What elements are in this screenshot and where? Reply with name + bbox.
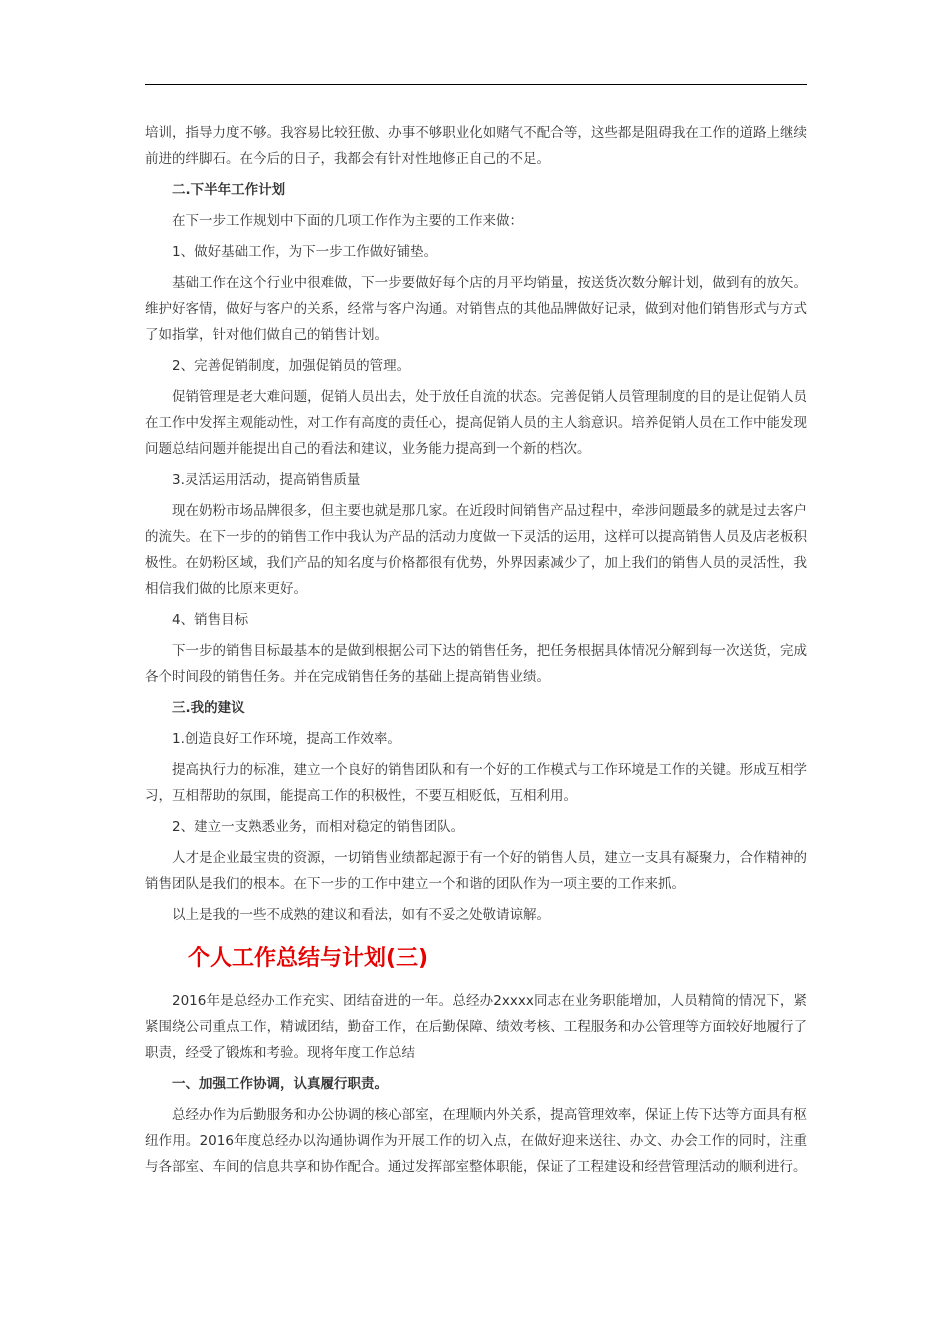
plan-item-2-body: 促销管理是老大难问题，促销人员出去，处于放任自流的状态。完善促销人员管理制度的目的是让促销人员在工作中发挥主观能动性，对工作有高度的责任心，提高促销人员的主人翁意识。培养促销人员在工作中能发现问题总结问题并能提出自己的看法和建议，业务能力提高到一个新的档次。 [145, 389, 807, 457]
suggestion-2-title: 2、建立一支熟悉业务，而相对稳定的销售团队。 [172, 819, 465, 835]
part3-heading-1: 一、加强工作协调，认真履行职责。 [172, 1076, 388, 1092]
part3-body-1: 总经办作为后勤服务和办公协调的核心部室，在理顺内外关系，提高管理效率，保证上传下达等方面具有枢纽作用。2016年度总经办以沟通协调作为开展工作的切入点，在做好迎来送往、办文、办会工作的同时，注重与各部室、车间的信息共享和协作配合。通过发挥部室整体职能，保证了工程建设和经营管理活动的顺利进行。 [145, 1107, 807, 1175]
section-heading-suggestions: 三.我的建议 [172, 700, 245, 716]
plan-item-4-title: 4、销售目标 [172, 612, 249, 628]
suggestion-1-body: 提高执行力的标准，建立一个良好的销售团队和有一个好的工作模式与工作环境是工作的关键。形成互相学习，互相帮助的氛围，能提高工作的积极性，不要互相贬低，互相利用。 [145, 762, 807, 804]
closing-remark: 以上是我的一些不成熟的建议和看法，如有不妥之处敬请谅解。 [172, 907, 550, 923]
section-heading-plan: 二.下半年工作计划 [172, 182, 286, 198]
continued-paragraph: 培训，指导力度不够。我容易比较狂傲、办事不够职业化如赌气不配合等，这些都是阻碍我在工作的道路上继续前进的绊脚石。在今后的日子，我都会有针对性地修正自己的不足。 [145, 125, 807, 167]
plan-item-3-body: 现在奶粉市场品牌很多，但主要也就是那几家。在近段时间销售产品过程中，牵涉问题最多的就是过去客户的流失。在下一步的的销售工作中我认为产品的活动力度做一下灵活的运用，这样可以提高销售人员及店老板积极性。在奶粉区域，我们产品的知名度与价格都很有优势，外界因素减少了，加上我们的销售人员的灵活性，我相信我们做的比原来更好。 [145, 503, 807, 597]
header-rule [145, 84, 807, 85]
document-title-part-3: 个人工作总结与计划(三) [188, 946, 429, 971]
document-body [145, 120, 807, 1185]
part3-intro: 2016年是总经办工作充实、团结奋进的一年。总经办2xxxx同志在业务职能增加，人员精简的情况下，紧紧围绕公司重点工作，精诚团结，勤奋工作，在后勤保障、绩效考核、工程服务和办公管理等方面较好地履行了职责，经受了锻炼和考验。现将年度工作总结 [145, 993, 807, 1061]
plan-item-1-body: 基础工作在这个行业中很难做，下一步要做好每个店的月平均销量，按送货次数分解计划，做到有的放矢。维护好客情，做好与客户的关系，经常与客户沟通。对销售点的其他品牌做好记录，做到对他们销售形式与方式了如指掌，针对他们做自己的销售计划。 [145, 275, 807, 343]
plan-item-2-title: 2、完善促销制度，加强促销员的管理。 [172, 358, 411, 374]
plan-intro: 在下一步工作规划中下面的几项工作作为主要的工作来做： [172, 213, 523, 229]
plan-item-1-title: 1、做好基础工作，为下一步工作做好铺垫。 [172, 244, 438, 260]
plan-item-3-title: 3.灵活运用活动，提高销售质量 [172, 472, 361, 488]
plan-item-4-body: 下一步的销售目标最基本的是做到根据公司下达的销售任务，把任务根据具体情况分解到每一次送货，完成各个时间段的销售任务。并在完成销售任务的基础上提高销售业绩。 [145, 643, 807, 685]
suggestion-1-title: 1.创造良好工作环境，提高工作效率。 [172, 731, 401, 747]
suggestion-2-body: 人才是企业最宝贵的资源，一切销售业绩都起源于有一个好的销售人员，建立一支具有凝聚力，合作精神的销售团队是我们的根本。在下一步的工作中建立一个和谐的团队作为一项主要的工作来抓。 [145, 850, 807, 892]
